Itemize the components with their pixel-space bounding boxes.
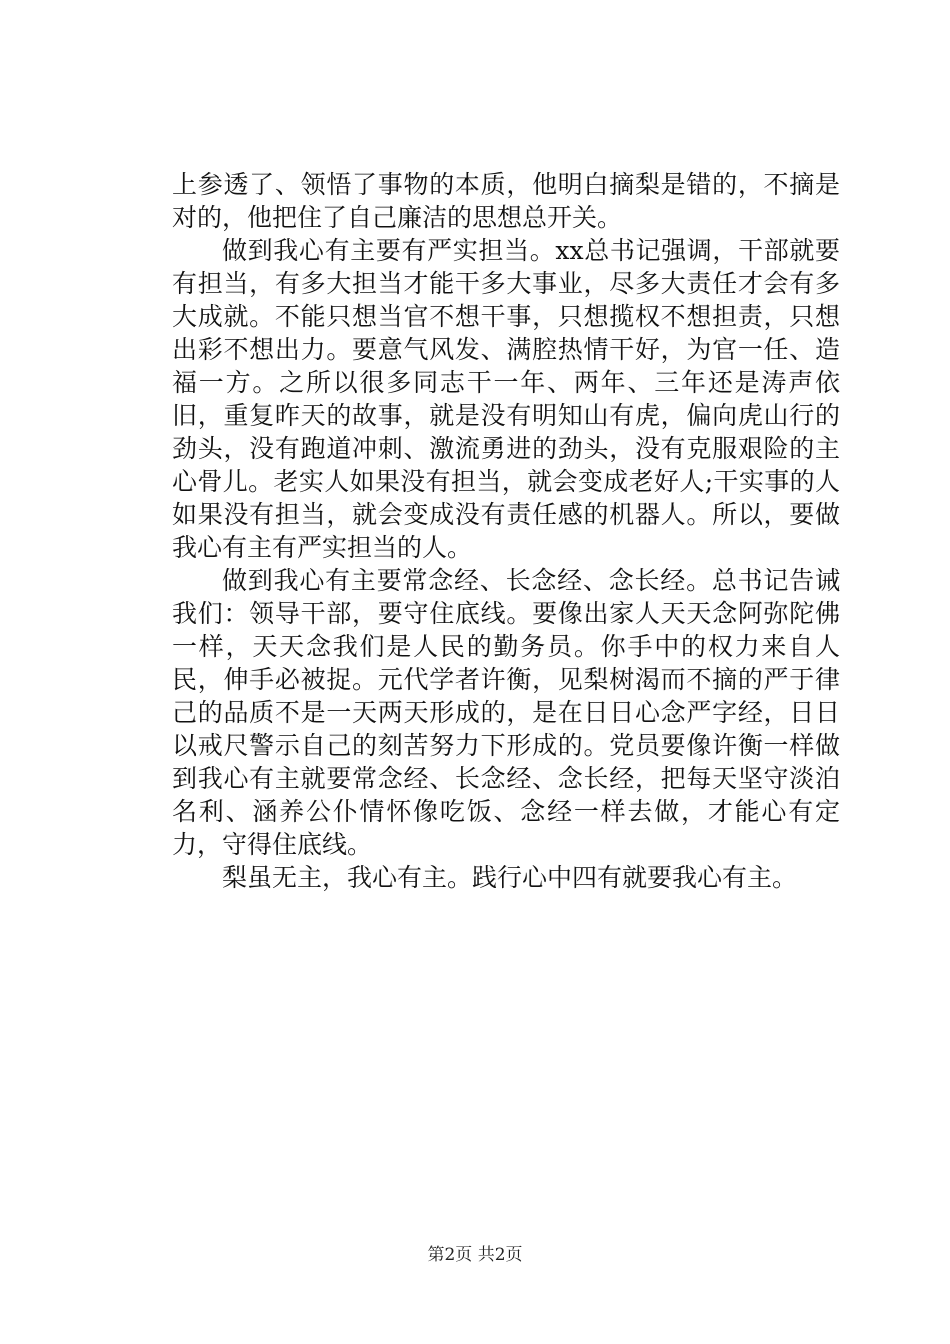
paragraph: 梨虽无主，我心有主。践行心中四有就要我心有主。 — [222, 863, 798, 892]
paragraph: 做到我心有主要常念经、长念经、念长经。总书记告诫我们：领导干部，要守住底线。要像出家人天天念阿弥陀佛一样，天天念我们是人民的勤务员。你手中的权力来自人民，伸手必被捉。元代学者许衡，见梨树渴而不摘的严于律己的品质不是一天两天形成的，是在日日心念严字经，日日以戒尺警示自己的刻苦努力下形成的。党员要像许衡一样做到我心有主就要常念经、长念经、念长经，把每天坚守淡泊名利、涵养公仆情怀像吃饭、念经一样去做，才能心有定力，守得住底线。 — [172, 566, 840, 859]
document-body — [172, 168, 840, 894]
page-footer — [0, 1244, 950, 1266]
paragraph: 做到我心有主要有严实担当。xx总书记强调，干部就要有担当，有多大担当才能干多大事业，尽多大责任才会有多大成就。不能只想当官不想干事，只想揽权不想担责，只想出彩不想出力。要意气风发、满腔热情干好，为官一任、造福一方。之所以很多同志干一年、两年、三年还是涛声依旧，重复昨天的故事，就是没有明知山有虎，偏向虎山行的劲头，没有跑道冲刺、激流勇进的劲头，没有克服艰险的主心骨儿。老实人如果没有担当，就会变成老好人;干实事的人如果没有担当，就会变成没有责任感的机器人。所以，要做我心有主有严实担当的人。 — [172, 236, 840, 562]
page-number: 第2页 共2页 — [427, 1245, 523, 1265]
paragraph: 上参透了、领悟了事物的本质，他明白摘梨是错的，不摘是对的，他把住了自己廉洁的思想总开关。 — [172, 170, 840, 232]
